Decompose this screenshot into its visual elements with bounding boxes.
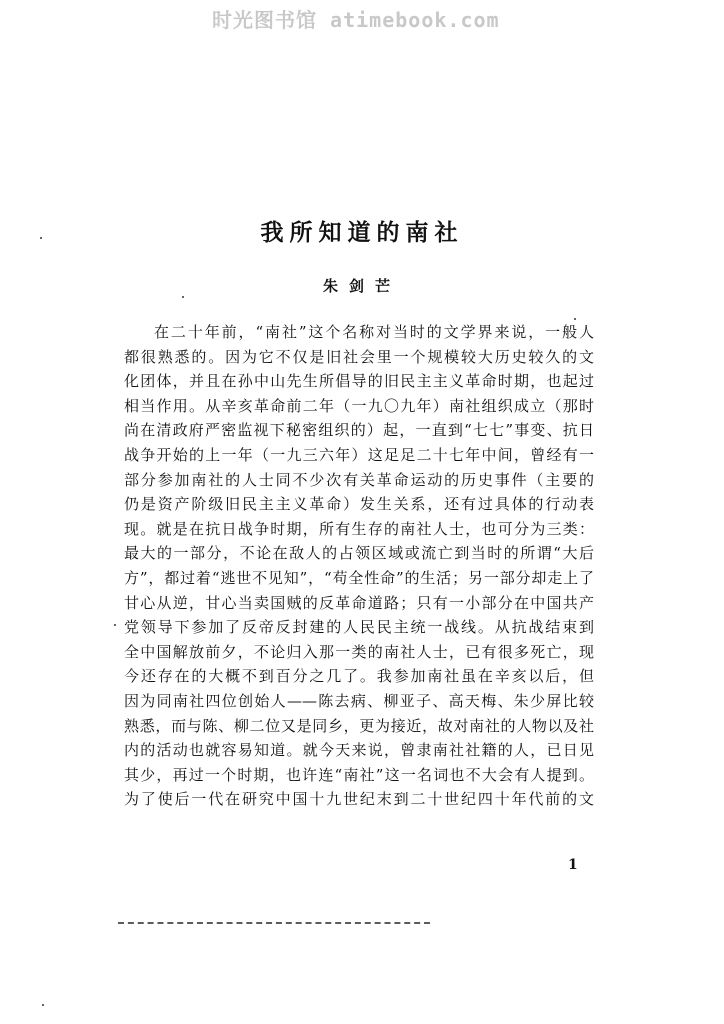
- body-line: 化团体，并且在孙中山先生所倡导的旧民主主义革命时期，也起过: [124, 372, 594, 391]
- footer-rule: [118, 922, 430, 924]
- body-line: 方”，都过着“逃世不见知”，“苟全性命”的生活；另一部分却走上了: [124, 568, 594, 587]
- scan-speck: [574, 318, 576, 320]
- body-line: 现。就是在抗日战争时期，所有生存的南社人士，也可分为三类：: [124, 519, 594, 538]
- body-line: 熟悉，而与陈、柳二位又是同乡，更为接近，故对南社的人物以及社: [124, 716, 594, 735]
- scan-speck: [42, 1004, 44, 1006]
- body-line: 部分参加南社的人士同不少次有关革命运动的历史事件（主要的: [124, 470, 594, 489]
- article-title: 我所知道的南社: [260, 220, 464, 246]
- body-line: 尚在清政府严密监视下秘密组织的）起，一直到“七七”事变、抗日: [124, 421, 594, 440]
- body-line: 最大的一部分，不论在敌人的占领区域或流亡到当时的所谓“大后: [124, 544, 594, 563]
- body-line: 党领导下参加了反帝反封建的人民民主统一战线。从抗战结束到: [124, 618, 594, 637]
- scan-speck: [114, 624, 116, 626]
- body-line: 在二十年前，“南社”这个名称对当时的文学界来说，一般人: [154, 323, 594, 341]
- body-line: 战争开始的上一年（一九三六年）这足足二十七年中间，曾经有一: [124, 445, 594, 464]
- article-body: [124, 320, 594, 812]
- scan-speck: [40, 237, 42, 239]
- page-number: 1: [568, 857, 578, 873]
- body-line: 为了使后一代在研究中国十九世纪末到二十世纪四十年代前的文: [124, 790, 594, 809]
- body-line: 因为同南社四位创始人——陈去病、柳亚子、高天梅、朱少屏比较: [124, 691, 594, 710]
- body-line: 都很熟悉的。因为它不仅是旧社会里一个规模较大历史较久的文: [124, 347, 594, 366]
- watermark-text: 时光图书馆 atimebook.com: [212, 8, 500, 32]
- article-author: 朱剑芒: [322, 277, 401, 295]
- body-line: 今还存在的大概不到百分之几了。我参加南社虽在辛亥以后，但: [124, 667, 594, 686]
- body-line: 内的活动也就容易知道。就今天来说，曾隶南社社籍的人，已日见: [124, 741, 594, 760]
- body-line: 仍是资产阶级旧民主主义革命）发生关系，还有过具体的行动表: [124, 495, 594, 514]
- scan-speck: [182, 296, 184, 298]
- body-line: 甘心从逆，甘心当卖国贼的反革命道路；只有一小部分在中国共产: [124, 593, 594, 612]
- body-line: 其少，再过一个时期，也许连“南社”这一名词也不大会有人提到。: [124, 765, 594, 784]
- body-line: 全中国解放前夕，不论归入那一类的南社人士，已有很多死亡，现: [124, 642, 594, 661]
- body-line: 相当作用。从辛亥革命前二年（一九〇九年）南社组织成立（那时: [124, 396, 594, 415]
